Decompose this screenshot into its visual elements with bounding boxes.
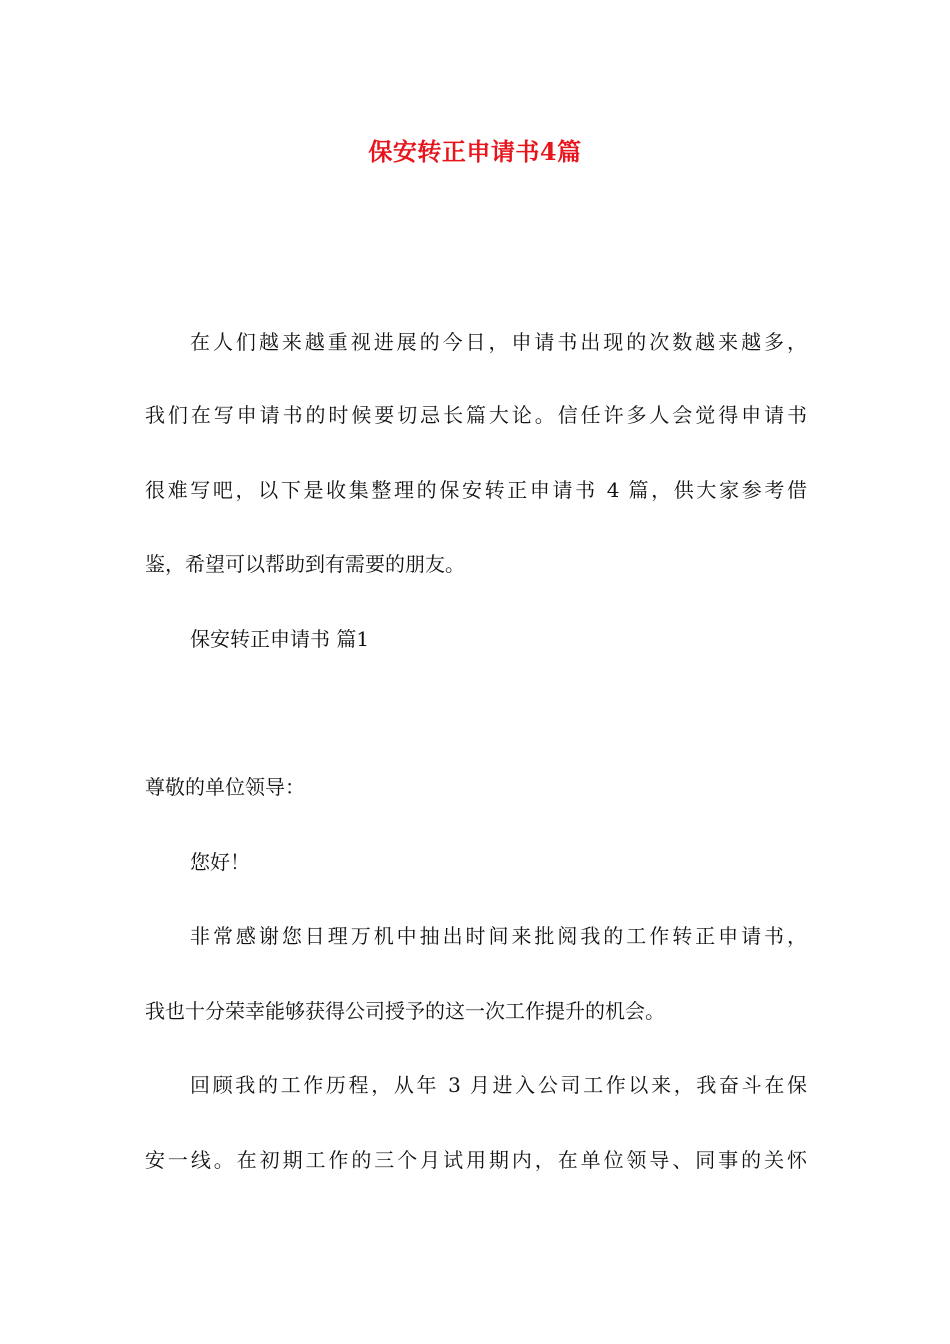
- text-line: 在人们越来越重视进展的今日，申请书出现的次数越来越多，: [190, 330, 807, 354]
- text-line: 很难写吧，以下是收集整理的保安转正申请书 4 篇，供大家参考借: [145, 478, 807, 502]
- text-line: 安一线。在初期工作的三个月试用期内，在单位领导、同事的关怀: [145, 1148, 807, 1172]
- text-line: 鉴，希望可以帮助到有需要的朋友。: [145, 552, 465, 576]
- salutation: 尊敬的单位领导：: [145, 775, 305, 799]
- text-line: 非常感谢您日理万机中抽出时间来批阅我的工作转正申请书，: [190, 924, 807, 948]
- text-line: 我也十分荣幸能够获得公司授予的这一次工作提升的机会。: [145, 999, 665, 1023]
- section-heading: 保安转正申请书 篇1: [190, 627, 370, 651]
- text-line: 回顾我的工作历程，从年 3 月进入公司工作以来，我奋斗在保: [190, 1073, 807, 1097]
- text-line: 我们在写申请书的时候要切忌长篇大论。信任许多人会觉得申请书: [145, 403, 807, 427]
- document-title: 保安转正申请书4篇: [368, 137, 582, 166]
- greeting: 您好！: [190, 850, 250, 874]
